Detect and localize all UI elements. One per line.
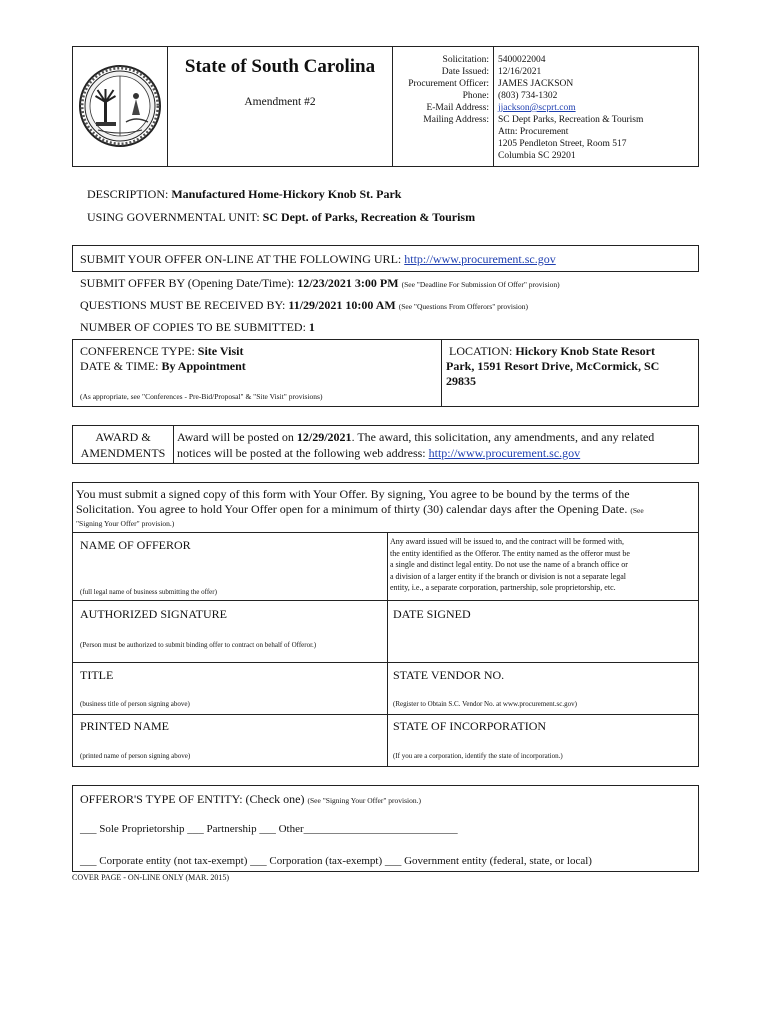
entity-type-note: (See "Signing Your Offer" provision.) [307, 796, 421, 805]
description-line [87, 187, 401, 202]
conference-datetime-line [80, 359, 246, 374]
conference-datetime-value: By Appointment [161, 359, 246, 373]
header-labels [394, 54, 489, 126]
state-incorporation-field[interactable] [390, 734, 695, 748]
conference-location [446, 344, 696, 389]
solicitation-number: 5400022004 [498, 55, 546, 65]
award-note-4: a division of a larger entity if the branch or division is not a separate legal [390, 571, 627, 581]
cover-page-footer: COVER PAGE - ON-LINE ONLY (MAR. 2015) [72, 873, 230, 882]
copies-value: 1 [308, 320, 315, 334]
submit-by-value: 12/23/2021 3:00 PM [297, 276, 399, 290]
location-label: LOCATION: [449, 344, 513, 358]
state-vendor-field[interactable] [390, 683, 695, 697]
signing-rule-4 [72, 714, 699, 715]
mailing-label: Mailing Address: [423, 115, 489, 125]
conference-type-label: CONFERENCE TYPE: [80, 344, 195, 358]
entity-options-line-2[interactable]: ___ Corporate entity (not tax-exempt) ___ Corporation (tax-exempt) ___ Government entity (federal, state, or local) [80, 855, 592, 867]
printed-name-field[interactable] [76, 734, 382, 748]
submit-url-text: SUBMIT YOUR OFFER ON-LINE AT THE FOLLOWING URL: [80, 252, 402, 266]
date-signed-label: DATE SIGNED [393, 607, 471, 621]
award-note-2: the entity identified as the Offeror. The entity named as the offeror must be [390, 548, 630, 558]
submit-by-label: SUBMIT OFFER BY (Opening Date/Time): [80, 276, 295, 290]
authorized-signature-label: AUTHORIZED SIGNATURE [80, 607, 227, 621]
award-label [73, 429, 173, 461]
header-divider-right [493, 46, 494, 167]
submit-by-line [80, 276, 560, 291]
award-date: 12/29/2021 [296, 430, 352, 444]
printed-name-hint: (printed name of person signing above) [80, 752, 191, 760]
state-seal-icon [78, 52, 162, 161]
header-values [498, 54, 696, 162]
mailing-line-2: Attn: Procurement [498, 127, 569, 137]
copies-label: NUMBER OF COPIES TO BE SUBMITTED: [80, 320, 306, 334]
amendment-label: Amendment #2 [244, 96, 316, 108]
solicitation-label: Solicitation: [442, 55, 489, 65]
printed-name-label: PRINTED NAME [80, 719, 169, 733]
state-incorporation-label: STATE OF INCORPORATION [393, 719, 547, 733]
award-label-1: AWARD & [95, 430, 151, 444]
award-text-2: notices will be posted at the following web address: [177, 446, 429, 460]
questions-note: (See "Questions From Offerors" provision) [398, 302, 529, 311]
submit-by-note: (See "Deadline For Submission Of Offer" provision) [401, 280, 560, 289]
signing-rule-2 [72, 600, 699, 601]
mailing-line-3: 1205 Pendleton Street, Room 517 [498, 139, 627, 149]
entity-type-label: OFFEROR'S TYPE OF ENTITY: (Check one) [80, 792, 305, 806]
signing-rule-1 [72, 532, 699, 533]
title-label: TITLE [80, 668, 114, 682]
conference-type-value: Site Visit [197, 344, 244, 358]
date-issued-label: Date Issued: [441, 67, 489, 77]
location-value-3: 29835 [446, 374, 476, 388]
state-vendor-label: STATE VENDOR NO. [393, 668, 505, 682]
entity-options-line-1[interactable]: ___ Sole Proprietorship ___ Partnership ___ Other____________________________ [80, 823, 458, 835]
state-title: State of South Carolina [184, 56, 376, 77]
award-entity-note [390, 536, 698, 594]
title-hint: (business title of person signing above) [80, 700, 190, 708]
entity-type-heading [80, 792, 421, 807]
award-url-link[interactable]: http://www.procurement.sc.gov [428, 446, 581, 460]
authorized-signature-field[interactable] [76, 622, 382, 638]
offeror-name-field[interactable] [76, 555, 382, 583]
submit-url-line [80, 252, 556, 267]
conference-type-line [80, 344, 243, 359]
email-label: E-Mail Address: [426, 103, 489, 113]
award-text-1b: . The award, this solicitation, any amendments, and any related [351, 430, 655, 444]
state-incorporation-hint: (If you are a corporation, identify the state of incorporation.) [393, 752, 563, 760]
offeror-name-label: NAME OF OFFEROR [80, 538, 191, 552]
award-label-2: AMENDMENTS [80, 446, 166, 460]
offeror-name-hint: (full legal name of business submitting the offer) [80, 588, 217, 596]
signing-divider [387, 532, 388, 767]
mailing-line-4: Columbia SC 29201 [498, 151, 576, 161]
signing-intro-2: Solicitation. You agree to hold Your Offer open for a minimum of thirty (30) calendar days after the Opening Date. [76, 502, 628, 516]
state-vendor-hint: (Register to Obtain S.C. Vendor No. at www.procurement.sc.gov) [393, 700, 577, 708]
signing-intro [76, 487, 696, 529]
award-note-3: a single and distinct legal entity. Do not use the name of a branch office or [390, 560, 628, 569]
procurement-officer-label: Procurement Officer: [408, 79, 489, 89]
email-link[interactable]: jjackson@scprt.com [498, 103, 576, 113]
questions-label: QUESTIONS MUST BE RECEIVED BY: [80, 298, 286, 312]
description-value: Manufactured Home-Hickory Knob St. Park [171, 187, 402, 201]
location-value-1: Hickory Knob State Resort [515, 344, 655, 358]
award-note-1: Any award issued will be issued to, and the contract will be formed with, [390, 537, 624, 546]
procurement-officer-value: JAMES JACKSON [498, 79, 574, 89]
header-divider-mid [392, 46, 393, 167]
description-label: DESCRIPTION: [87, 187, 169, 201]
mailing-line-1: SC Dept Parks, Recreation & Tourism [498, 115, 644, 125]
signing-rule-3 [72, 662, 699, 663]
authorized-signature-hint: (Person must be authorized to submit binding offer to contract on behalf of Offeror.) [80, 641, 317, 649]
signing-intro-see: (See [630, 506, 644, 515]
conference-divider [441, 339, 442, 407]
copies-line [80, 320, 315, 335]
governmental-unit-label: USING GOVERNMENTAL UNIT: [87, 210, 260, 224]
title-field[interactable] [76, 683, 382, 697]
conference-datetime-label: DATE & TIME: [80, 359, 159, 373]
award-text [177, 429, 697, 461]
date-issued-value: 12/16/2021 [498, 67, 542, 77]
phone-value: (803) 734-1302 [498, 91, 558, 101]
conference-note: (As appropriate, see "Conferences - Pre-Bid/Proposal" & "Site Visit" provisions) [80, 392, 323, 401]
location-value-2: Park, 1591 Resort Drive, McCormick, SC [446, 359, 660, 373]
questions-value: 11/29/2021 10:00 AM [288, 298, 396, 312]
phone-label: Phone: [462, 91, 489, 101]
award-divider [173, 425, 174, 464]
signing-intro-1: You must submit a signed copy of this form with Your Offer. By signing, You agree to be bound by the terms of the [76, 487, 630, 501]
questions-line [80, 298, 528, 313]
award-text-1a: Award will be posted on [177, 430, 297, 444]
procurement-url-link[interactable]: http://www.procurement.sc.gov [404, 252, 556, 266]
date-signed-field[interactable] [390, 622, 695, 658]
governmental-unit-line [87, 210, 475, 225]
governmental-unit-value: SC Dept. of Parks, Recreation & Tourism [262, 210, 476, 224]
signing-intro-3: "Signing Your Offer" provision.) [76, 519, 175, 528]
award-note-5: entity, i.e., a separate corporation, partnership, sole proprietorship, etc. [390, 583, 616, 592]
